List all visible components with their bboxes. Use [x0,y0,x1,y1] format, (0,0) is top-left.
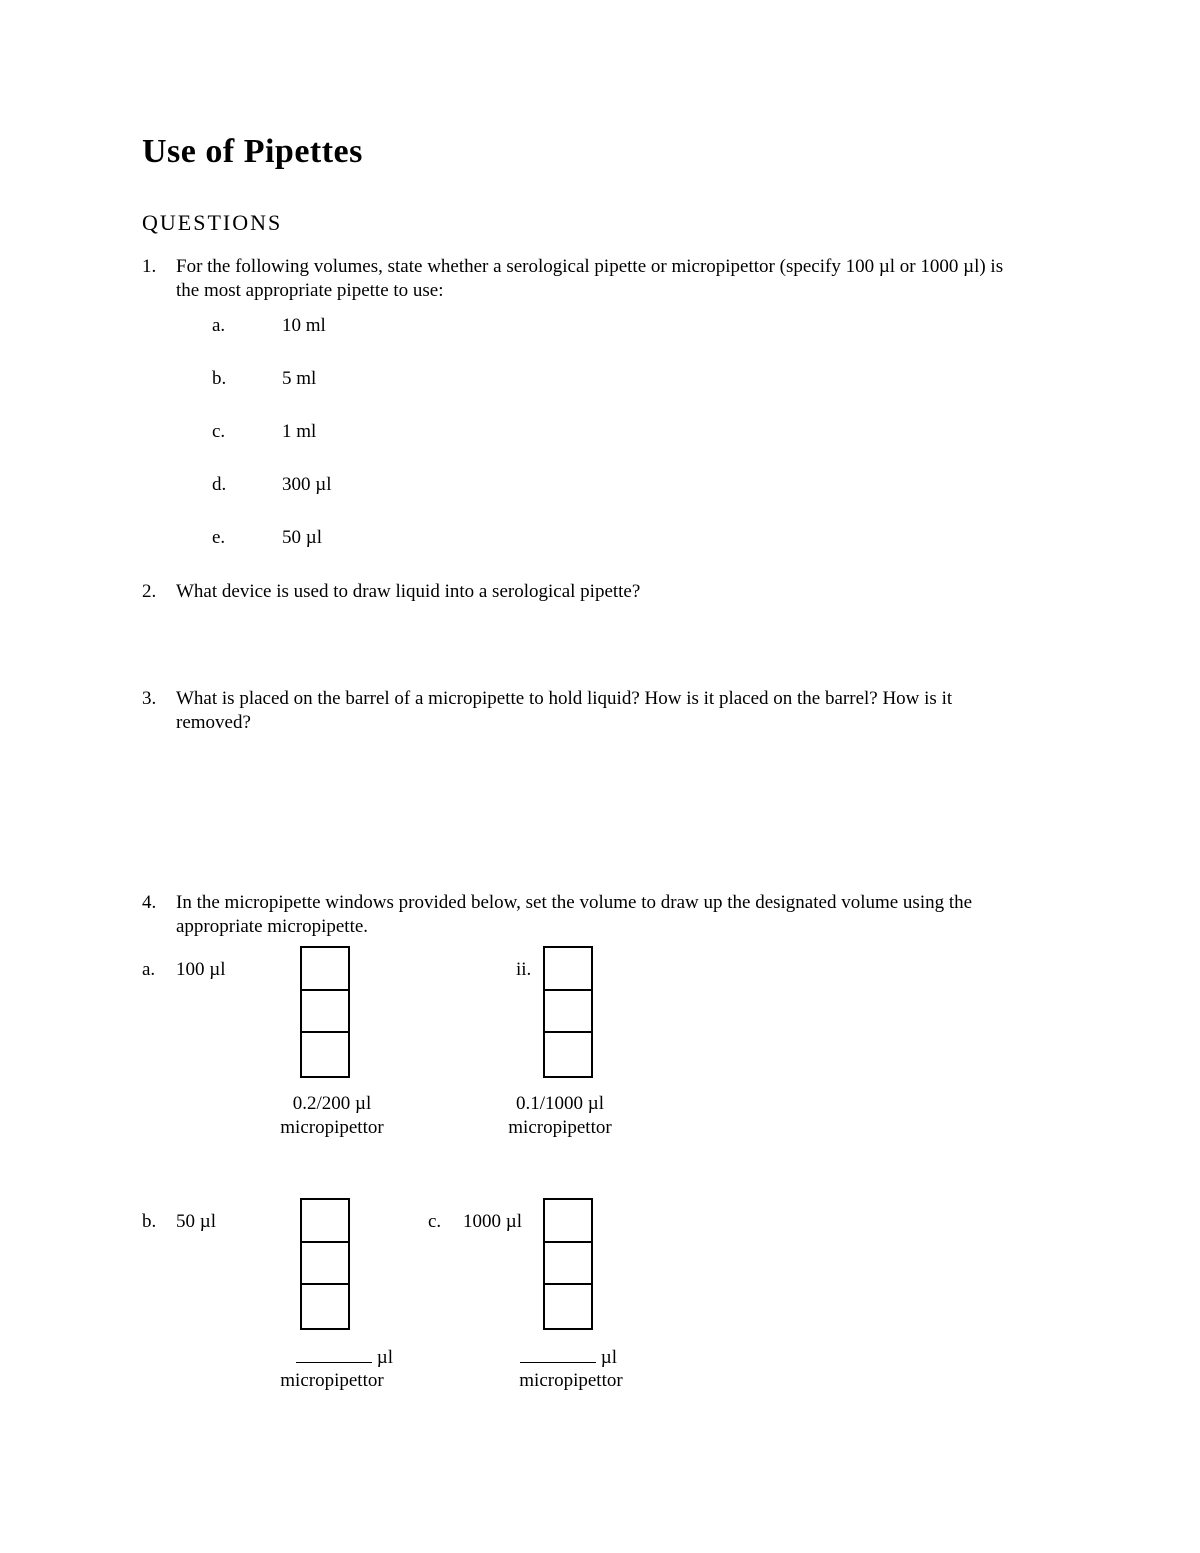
window-name-label: micropipettor [508,1117,612,1138]
digit-cell[interactable] [302,1243,348,1286]
answer-blank[interactable] [296,1344,372,1363]
window-name-label: micropipettor [280,1117,384,1138]
micropipette-window-1000[interactable] [543,946,593,1078]
unit-label: µl [376,1347,393,1368]
q4-text-line2: appropriate micropipette. [176,916,369,937]
micropipette-window-200[interactable] [300,946,350,1078]
q1-item-value: 300 µl [282,474,332,495]
q2-text: What device is used to draw liquid into a serological pipette? [176,581,641,602]
q1-item-label: b. [212,368,227,389]
q4-part-a-volume: 100 µl [176,959,226,980]
digit-cell[interactable] [545,1243,591,1286]
q1-item-label: e. [212,527,226,548]
digit-cell[interactable] [302,991,348,1034]
volume-answer-line-b [296,1344,393,1370]
q1-item-label: c. [212,421,226,442]
unit-label: µl [600,1347,617,1368]
section-heading: QUESTIONS [142,210,283,235]
q4-part-b-label: b. [142,1211,157,1232]
digit-cell[interactable] [302,1285,348,1328]
q1-item-value: 5 ml [282,368,317,389]
window-range-label: 0.2/200 µl [292,1093,372,1114]
window-range-label: 0.1/1000 µl [515,1093,604,1114]
volume-answer-line-c [520,1344,617,1370]
digit-cell[interactable] [302,948,348,991]
q4-number: 4. [142,892,157,913]
answer-blank[interactable] [520,1344,596,1363]
q1-item-value: 50 µl [282,527,322,548]
q4-text-line1: In the micropipette windows provided below, set the volume to draw up the designated volume using the [176,892,973,913]
q3-number: 3. [142,688,157,709]
digit-cell[interactable] [545,948,591,991]
q1-item-label: d. [212,474,227,495]
window-name-label: micropipettor [280,1370,384,1391]
q4-part-b-volume: 50 µl [176,1211,216,1232]
digit-cell[interactable] [302,1200,348,1243]
q4-part-a-label: a. [142,959,156,980]
q4-part-c-volume: 1000 µl [463,1211,522,1232]
page-title: Use of Pipettes [142,133,363,170]
q1-text-line1: For the following volumes, state whether a serological pipette or micropipettor (specify 100 µl or 1000 µl) is [176,256,1004,277]
digit-cell[interactable] [545,991,591,1034]
q4-part-c-label: c. [428,1211,442,1232]
micropipette-window-c[interactable] [543,1198,593,1330]
q3-text-line2: removed? [176,712,251,733]
digit-cell[interactable] [545,1033,591,1076]
q1-item-value: 10 ml [282,315,326,336]
q1-number: 1. [142,256,157,277]
digit-cell[interactable] [545,1285,591,1328]
window-name-label: micropipettor [519,1370,623,1391]
q4-part-a-sub-label: ii. [516,959,532,980]
q1-text-line2: the most appropriate pipette to use: [176,280,444,301]
micropipette-window-b[interactable] [300,1198,350,1330]
q2-number: 2. [142,581,157,602]
digit-cell[interactable] [545,1200,591,1243]
q1-item-value: 1 ml [282,421,317,442]
q3-text-line1: What is placed on the barrel of a micropipette to hold liquid? How is it placed on the barrel? How is it [176,688,953,709]
digit-cell[interactable] [302,1033,348,1076]
q1-item-label: a. [212,315,226,336]
